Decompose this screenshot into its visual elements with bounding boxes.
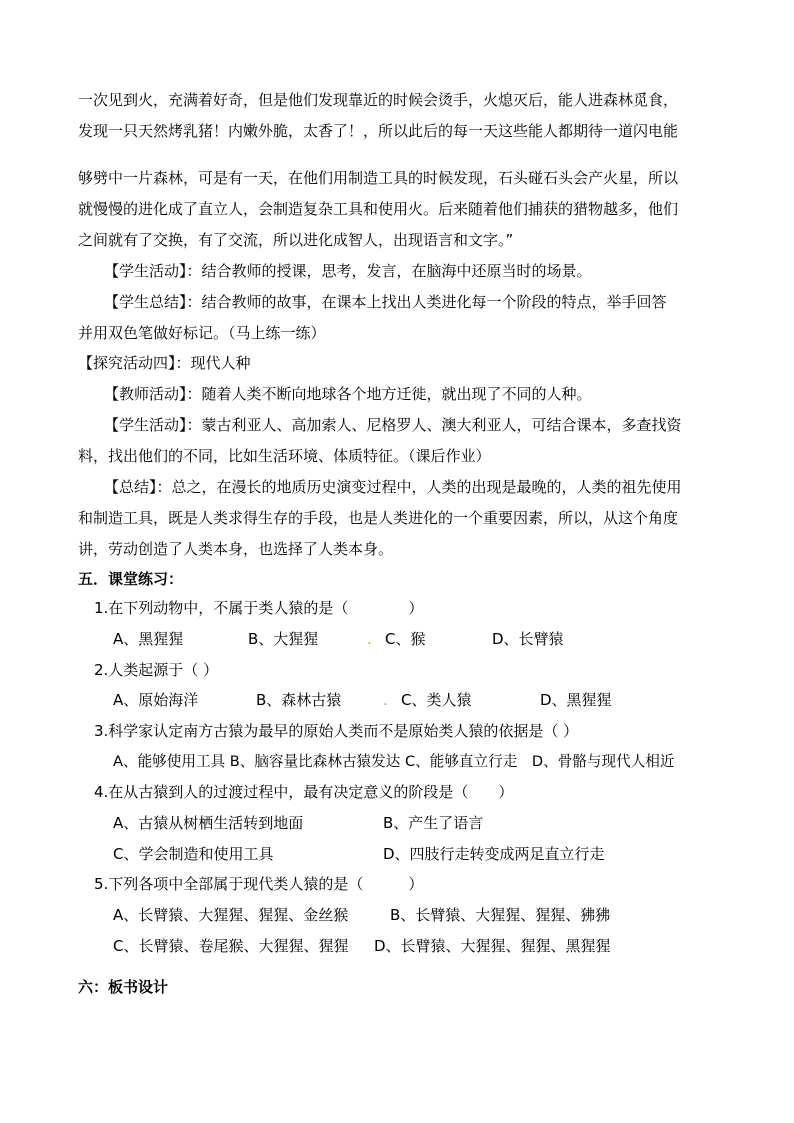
question-5-option-c: C、长臂猿、卷尾猴、大猩猩、猩猩 (113, 937, 349, 955)
student-activity-2-line-2: 料，找出他们的不同，比如生活环境、体质特征。（课后作业） (78, 447, 491, 465)
story-line-1: 一次见到火，充满着好奇，但是他们发现靠近的时候会烫手，火熄灭后，能人进森林觅食， (78, 91, 679, 109)
question-4-option-d: D、四肢行走转变成两足直立行走 (383, 845, 605, 863)
question-2-option-a: A、原始海洋 (113, 691, 199, 709)
question-5-option-a: A、长臂猿、大猩猩、猩猩、金丝猴 (113, 906, 349, 924)
summary-line-2: 和制造工具，既是人类求得生存的手段，也是人类进化的一个重要因素，所以，从这个角度 (78, 509, 679, 527)
question-2-option-d: D、黑猩猩 (540, 691, 612, 709)
question-4-stem: 4.在从古猿到人的过渡过程中，最有决定意义的阶段是（ ） (94, 783, 514, 801)
question-1-option-d: D、长臂猿 (492, 630, 564, 648)
question-1-dot-mark: . (367, 630, 372, 648)
question-5-option-d: D、长臂猿、大猩猩、猩猩、黑猩猩 (374, 937, 611, 955)
question-1-option-b: B、大猩猩 (248, 630, 319, 648)
question-2-stem: 2.人类起源于（ ） (94, 661, 219, 679)
question-1-stem: 1.在下列动物中，不属于类人猿的是（ ） (94, 599, 424, 617)
student-activity: 【学生活动】：结合教师的授课，思考，发言，在脑海中还原当时的场景。 (104, 262, 592, 280)
teacher-activity: 【教师活动】：随着人类不断向地球各个地方迁徙，就出现了不同的人种。 (104, 385, 592, 403)
question-5-option-b: B、长臂猿、大猩猩、猩猩、狒狒 (390, 906, 611, 924)
question-4-option-b: B、产生了语言 (383, 814, 484, 832)
question-5-stem: 5.下列各项中全部属于现代类人猿的是（ ） (94, 875, 424, 893)
student-activity-2-line-1: 【学生活动】：蒙古利亚人、高加索人、尼格罗人、澳大利亚人，可结合课本，多查找资 (104, 416, 682, 434)
summary-line-1: 【总结】：总之，在漫长的地质历史演变过程中，人类的出现是最晚的，人类的祖先使用 (104, 478, 682, 496)
summary-line-3: 讲，劳动创造了人类本身，也选择了人类本身。 (78, 540, 394, 558)
question-1-option-a: A、黑猩猩 (113, 630, 184, 648)
question-2-option-b: B、森林古猿 (256, 691, 342, 709)
story-line-2: 发现一只天然烤乳猪！内嫩外脆，太香了！，所以此后的每一天这些能人都期待一道闪电能 (78, 122, 679, 140)
question-3-stem: 3.科学家认定南方古猿为最早的原始人类而不是原始类人猿的依据是（ ） (94, 722, 579, 740)
section-5-title: 五．课堂练习： (78, 570, 184, 588)
story-line-4: 就慢慢的进化成了直立人，会制造复杂工具和使用火。后来随着他们捕获的猎物越多，他们 (78, 200, 679, 218)
question-4-option-a: A、古猿从树栖生活转到地面 (113, 814, 304, 832)
story-line-5: 之间就有了交换，有了交流，所以进化成智人，出现语言和文字。” (78, 231, 514, 249)
student-summary-line-2: 并用双色笔做好标记。（马上练一练） (78, 324, 326, 342)
question-2-dot-mark: . (383, 691, 388, 709)
story-line-3: 够劈中一片森林，可是有一天，在他们用制造工具的时候发现，石头碰石头会产火星，所以 (78, 169, 679, 187)
section-6-title: 六：板书设计 (78, 978, 169, 996)
student-summary-line-1: 【学生总结】：结合教师的故事，在课本上找出人类进化每一个阶段的特点，举手回答 (104, 293, 667, 311)
question-3-options: A、能够使用工具 B、脑容量比森林古猿发达 C、能够直立行走 D、骨骼与现代人相近 (113, 753, 675, 770)
inquiry-activity-4: 【探究活动四】：现代人种 (78, 354, 251, 372)
question-2-option-c: C、类人猿 (401, 691, 472, 709)
question-1-option-c: C、猴 (385, 630, 426, 648)
question-4-option-c: C、学会制造和使用工具 (113, 845, 274, 863)
